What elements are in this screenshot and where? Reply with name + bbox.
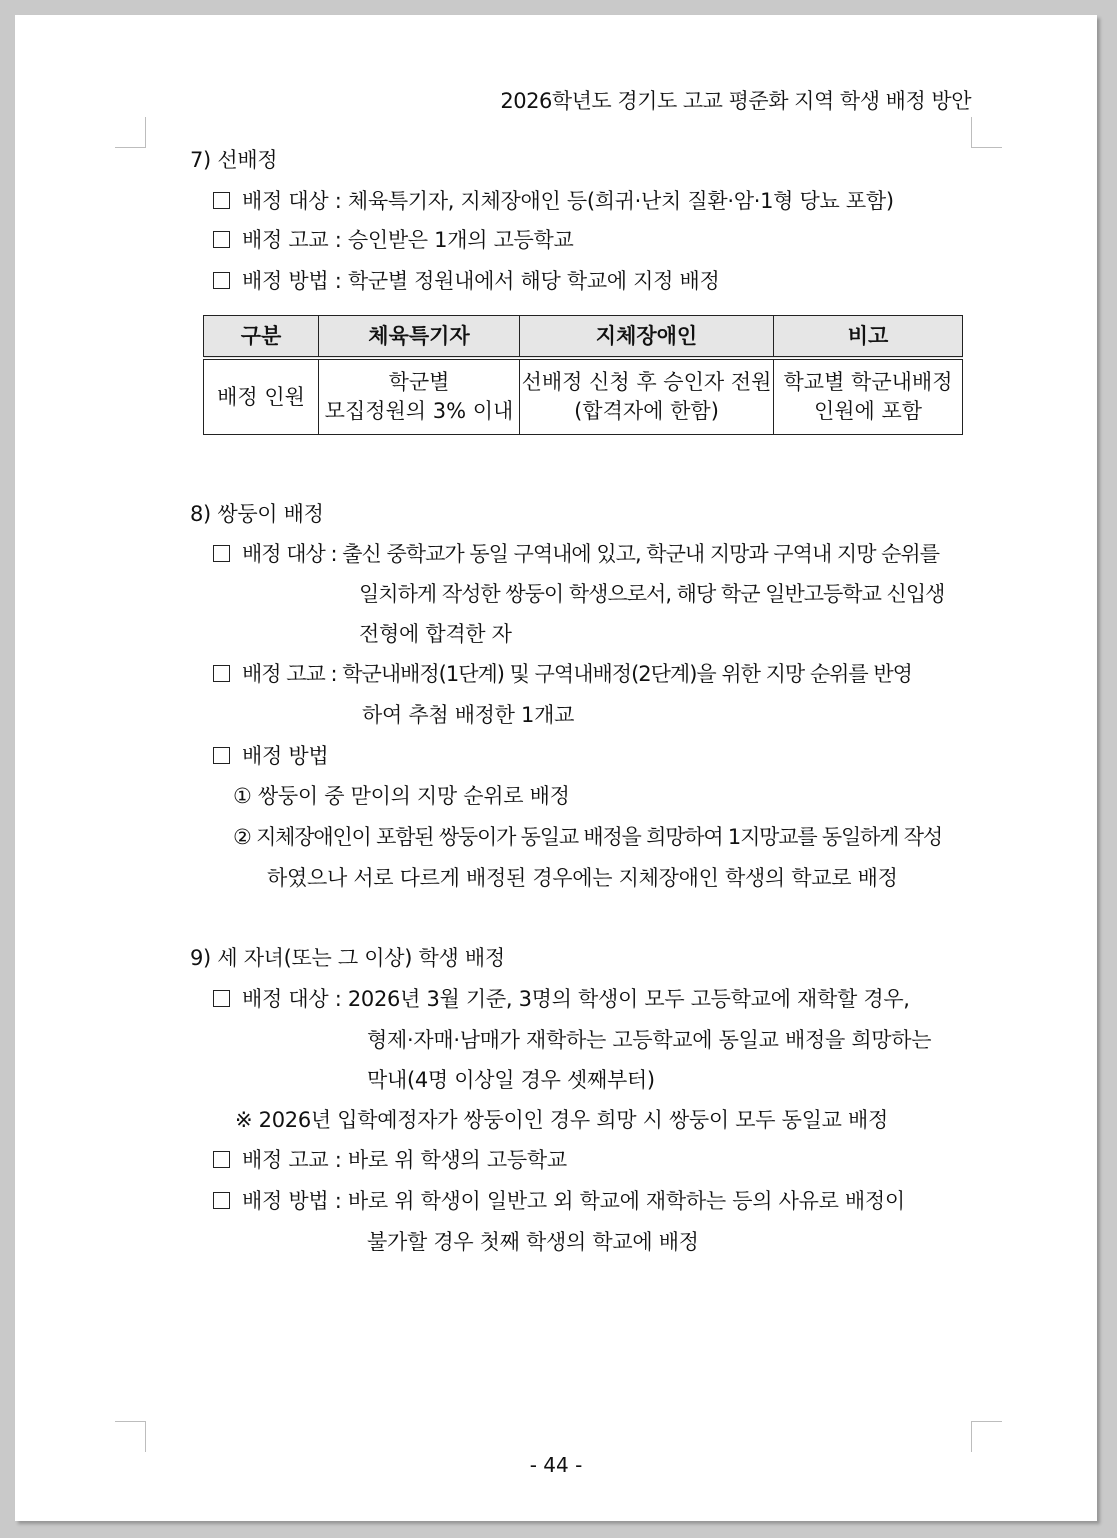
checkbox-square-icon [213, 665, 230, 682]
section-9-school: 배정 고교 : 바로 위 학생의 고등학교 [213, 1146, 567, 1174]
section-7-title: 7) 선배정 [190, 148, 278, 172]
section-9-target-cont: 막내(4명 이상일 경우 셋째부터) [367, 1068, 655, 1092]
section-8-method-item-1: ① 쌍둥이 중 맏이의 지망 순위로 배정 [233, 784, 570, 808]
checkbox-square-icon [213, 1192, 230, 1209]
section-9-note: ※ 2026년 입학예정자가 쌍둥이인 경우 희망 시 쌍둥이 모두 동일교 배정 [235, 1108, 888, 1132]
checkbox-square-icon [213, 747, 230, 764]
checkbox-square-icon [213, 545, 230, 562]
table-cell: 선배정 신청 후 승인자 전원 (합격자에 한함) [520, 358, 774, 435]
page-number: - 44 - [529, 1453, 583, 1477]
section-7-target: 배정 대상 : 체육특기자, 지체장애인 등(희귀·난치 질환·암·1형 당뇨 포함) [213, 187, 894, 215]
table-header-cell: 비고 [774, 316, 963, 359]
section-7-method: 배정 방법 : 학군별 정원내에서 해당 학교에 지정 배정 [213, 267, 719, 295]
section-8-target-cont: 전형에 합격한 자 [359, 622, 512, 646]
checkbox-square-icon [213, 231, 230, 248]
checkbox-square-icon [213, 1151, 230, 1168]
section-9-title: 9) 세 자녀(또는 그 이상) 학생 배정 [190, 946, 505, 970]
table-row [204, 358, 963, 435]
pre-assignment-table [203, 315, 963, 435]
section-8-target-cont: 일치하게 작성한 쌍둥이 학생으로서, 해당 학군 일반고등학교 신입생 [359, 582, 945, 606]
table-header-cell: 지체장애인 [520, 316, 774, 359]
section-7-school: 배정 고교 : 승인받은 1개의 고등학교 [213, 226, 574, 254]
section-8-method: 배정 방법 [213, 742, 328, 770]
checkbox-square-icon [213, 192, 230, 209]
section-8-method-item-2: ② 지체장애인이 포함된 쌍둥이가 동일교 배정을 희망하여 1지망교를 동일하게 작성 [233, 825, 942, 849]
table-header-cell: 체육특기자 [319, 316, 520, 359]
section-9-method: 배정 방법 : 바로 위 학생이 일반고 외 학교에 재학하는 등의 사유로 배정이 [213, 1187, 905, 1215]
section-8-method-item-2-cont: 하였으나 서로 다르게 배정된 경우에는 지체장애인 학생의 학교로 배정 [267, 866, 898, 890]
crop-mark-bottom-left [115, 1421, 146, 1452]
section-8-target: 배정 대상 : 출신 중학교가 동일 구역내에 있고, 학군내 지망과 구역내 지망 순위를 [213, 540, 939, 568]
section-8-title: 8) 쌍둥이 배정 [190, 502, 324, 526]
table-cell: 학교별 학군내배정 인원에 포함 [774, 358, 963, 435]
table-header-row [204, 316, 963, 359]
section-9-target: 배정 대상 : 2026년 3월 기준, 3명의 학생이 모두 고등학교에 재학할 경우, [213, 985, 910, 1013]
section-9-target-cont: 형제·자매·남매가 재학하는 고등학교에 동일교 배정을 희망하는 [367, 1028, 932, 1052]
table-cell: 학군별 모집정원의 3% 이내 [319, 358, 520, 435]
section-9-method-cont: 불가할 경우 첫째 학생의 학교에 배정 [367, 1230, 699, 1254]
document-page [15, 15, 1097, 1521]
crop-mark-bottom-right [971, 1421, 1002, 1452]
section-8-school: 배정 고교 : 학군내배정(1단계) 및 구역내배정(2단계)을 위한 지망 순위를 반영 [213, 660, 912, 688]
checkbox-square-icon [213, 990, 230, 1007]
table-cell: 배정 인원 [204, 358, 319, 435]
crop-mark-top-left [115, 117, 146, 148]
checkbox-square-icon [213, 272, 230, 289]
table-header-cell: 구분 [204, 316, 319, 359]
crop-mark-top-right [971, 117, 1002, 148]
section-8-school-cont: 하여 추첨 배정한 1개교 [362, 703, 575, 727]
running-header: 2026학년도 경기도 고교 평준화 지역 학생 배정 방안 [500, 89, 971, 113]
